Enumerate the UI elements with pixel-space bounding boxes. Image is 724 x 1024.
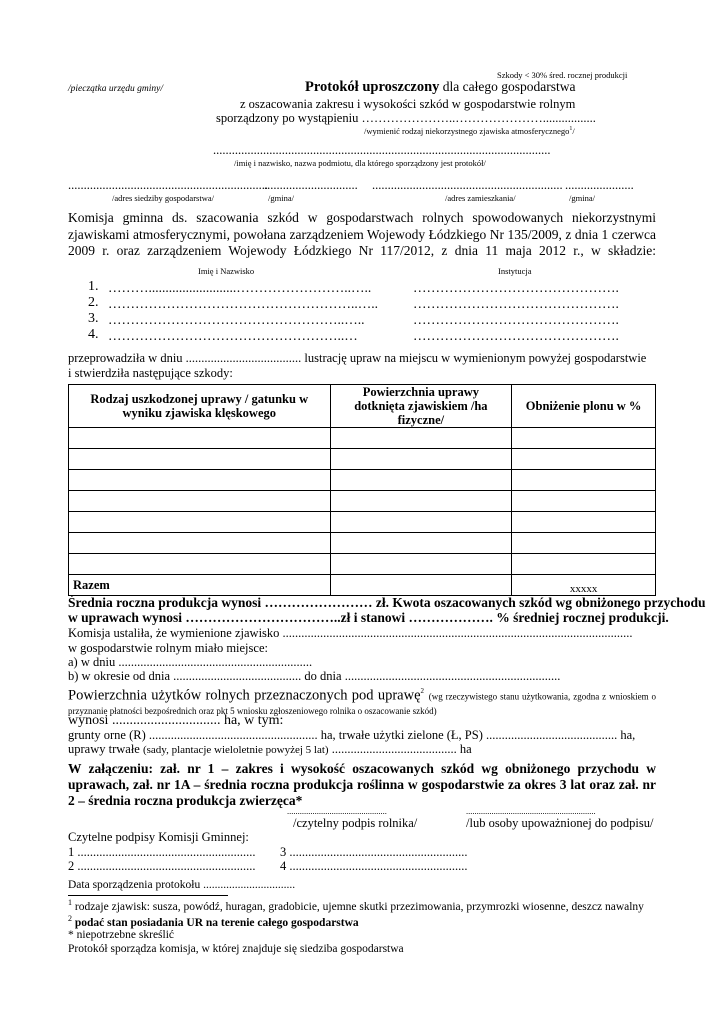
authorized-signature-dots: ............................................................. <box>466 806 596 816</box>
title-rest: dla całego gospodarstwa <box>439 79 576 94</box>
applicant-name-hint: /imię i nazwisko, nazwa podmiotu, dla którego sporządzony jest protokół/ <box>234 158 486 168</box>
footnote-divider <box>68 895 228 896</box>
farm-address-hint: /adres siedziby gospodarstwa/ <box>112 193 214 203</box>
total-mark: xxxxx <box>512 575 656 596</box>
member-4-number: 4. <box>88 327 99 342</box>
commission-signature-1: 1 ......................................................... <box>68 845 256 859</box>
title-line-2: z oszacowania zakresu i wysokości szkód w gospodarstwie rolnym <box>240 97 576 111</box>
cell-area[interactable] <box>330 470 512 491</box>
occurrence-label: w gospodarstwie rolnym miało miejsce: <box>68 641 268 655</box>
header-crop-type-text: Rodzaj uszkodzonej uprawy / gatunku w wyniku zjawiska klęskowego <box>90 392 309 420</box>
footnote-1-number: 1 <box>68 898 72 907</box>
member-2-number: 2. <box>88 295 99 310</box>
cell-crop[interactable] <box>69 449 331 470</box>
footnote-2-text: podać stan posiadania UR na terenie całego gospodarstwa <box>72 916 359 929</box>
table-row <box>69 533 656 554</box>
table-header-row <box>69 385 656 428</box>
inspection-line-1: przeprowadziła w dniu ..................................... lustrację upraw na miejscu w wymienionym powyżej gospodarstwie <box>68 351 647 365</box>
home-commune-hint: /gmina/ <box>569 193 595 203</box>
header-yield-loss-text: Obniżenie plonu w % <box>525 399 642 413</box>
usage-permanent-line <box>68 742 472 757</box>
member-1-institution: ………………………………………. <box>413 280 619 295</box>
cell-area[interactable] <box>330 428 512 449</box>
header-area <box>330 385 512 428</box>
phenomenon-hint-sup: 1 <box>569 126 573 133</box>
cell-crop[interactable] <box>69 512 331 533</box>
authorized-signature-hint: /lub osoby upoważnionej do podpisu/ <box>466 816 654 830</box>
cell-area[interactable] <box>330 512 512 533</box>
cell-loss[interactable] <box>512 533 656 554</box>
member-3-institution: ………………………………………. <box>413 312 619 327</box>
home-address-hint: /adres zamieszkania/ <box>445 193 516 203</box>
cell-crop[interactable] <box>69 533 331 554</box>
commission-signature-3: 3 ......................................................... <box>280 845 468 859</box>
header-area-text: Powierzchnia uprawy dotknięta zjawiskiem /ha fizyczne/ <box>354 385 488 427</box>
cell-loss[interactable] <box>512 491 656 512</box>
applicant-name-field: ............................................................................................................ <box>213 143 551 157</box>
table-row <box>69 470 656 491</box>
cell-crop[interactable] <box>69 491 331 512</box>
cell-loss[interactable] <box>512 470 656 491</box>
member-1-name: ………..........................……………………..….. <box>108 280 372 295</box>
total-area[interactable] <box>330 575 512 596</box>
commission-signatures-label: Czytelne podpisy Komisji Gminnej: <box>68 830 249 844</box>
table-total-row <box>69 575 656 596</box>
usage-permanent-dots: ........................................ ha <box>328 742 472 756</box>
footnote-2-number: 2 <box>68 914 72 923</box>
table-row <box>69 491 656 512</box>
member-4-name: ……………………………………………..… <box>108 328 358 343</box>
usage-arable-line: grunty orne (R) ...................................................... ha, trwałe użytki zielone (Ł, PS) .......................................... ha, <box>68 728 636 742</box>
cell-loss[interactable] <box>512 512 656 533</box>
member-3-number: 3. <box>88 311 99 326</box>
footnote-1 <box>68 898 644 913</box>
usage-permanent-label: uprawy trwałe <box>68 742 143 756</box>
threshold-note: Szkody < 30% śred. rocznej produkcji <box>497 70 628 80</box>
usage-permanent-note: (sady, plantacje wieloletnie powyżej 5 lat) <box>142 744 329 756</box>
commission-signature-4: 4 ......................................................... <box>280 859 468 873</box>
avg-production-line: Średnia roczna produkcja wynosi …………………… zł. Kwota oszacowanych szkód wg obniżonego przychodu <box>68 595 706 610</box>
header-yield-loss <box>512 385 656 428</box>
header-crop-type <box>69 385 331 428</box>
footnote-2 <box>68 914 359 929</box>
member-2-institution: ………………………………………. <box>413 296 619 311</box>
cell-loss[interactable] <box>512 428 656 449</box>
inspection-line-2: i stwierdziła następujące szkody: <box>68 366 233 380</box>
farmer-signature-hint: /czytelny podpis rolnika/ <box>293 816 418 830</box>
farm-commune-hint: /gmina/ <box>268 193 294 203</box>
cell-area[interactable] <box>330 449 512 470</box>
phenomenon-confirm-line: Komisja ustaliła, że wymienione zjawisko ................................................................................................................ <box>68 626 633 640</box>
commission-signature-2: 2 ......................................................... <box>68 859 256 873</box>
farm-address-field: ................................................................ <box>68 178 268 192</box>
home-address-field: ............................................................. <box>372 178 563 192</box>
cell-crop[interactable] <box>69 470 331 491</box>
footnote-asterisk: * niepotrzebne skreślić <box>68 929 175 941</box>
footnote-commission: Protokół sporządza komisja, w której znajduje się siedziba gospodarstwa <box>68 943 404 955</box>
protocol-date-line: Data sporządzenia protokołu ................................ <box>68 879 296 891</box>
col-institution-label: Instytucja <box>498 266 532 276</box>
title-bold: Protokół uproszczony <box>305 79 440 95</box>
phenomenon-hint-text: /wymienić rodzaj niekorzystnego zjawiska atmosferycznego <box>364 126 570 136</box>
cell-loss[interactable] <box>512 554 656 575</box>
stamp-label: /pieczątka urzędu gminy/ <box>68 84 163 94</box>
cell-area[interactable] <box>330 491 512 512</box>
cell-crop[interactable] <box>69 554 331 575</box>
damage-table <box>68 384 656 596</box>
cell-area[interactable] <box>330 533 512 554</box>
col-name-label: Imię i Nazwisko <box>198 266 255 276</box>
table-row <box>69 512 656 533</box>
table-row <box>69 428 656 449</box>
usage-title-sup: 2 <box>420 687 425 695</box>
member-1-number: 1. <box>88 279 99 294</box>
page-title <box>305 79 576 96</box>
usage-title: Powierzchnia użytków rolnych przeznaczonych pod uprawę <box>68 687 421 704</box>
attachments-paragraph: W załączeniu: zał. nr 1 – zakres i wysokość oszacowanych szkód wg obniżonego przychodu w uprawach, zał. nr 1A – średnia roczna produkcja roślinna w gospodarstwie za okres 3 lat oraz zał. nr 2 – średnia roczna produkcja zwierzęca* <box>68 761 656 808</box>
commission-paragraph: Komisja gminna ds. szacowania szkód w gospodarstwach rolnych spowodowanych niekorzystnymi zjawiskami atmosferycznymi, powołana zarządzeniem Wojewody Łódzkiego Nr 135/2009, z dnia 1 czerwca 2009 r. oraz zarządzeniem Wojewody Łódzkiego Nr 117/2012, z dnia 11 maja 2012 r., w składzie: <box>68 210 656 258</box>
table-row <box>69 554 656 575</box>
table-row <box>69 449 656 470</box>
phenomenon-hint-end: / <box>572 126 575 136</box>
phenomenon-hint <box>364 126 575 136</box>
farmer-signature-dots: ............................................... <box>287 806 387 816</box>
cell-crop[interactable] <box>69 428 331 449</box>
cell-loss[interactable] <box>512 449 656 470</box>
member-2-name: ………………………………………………..….. <box>108 296 378 311</box>
cell-area[interactable] <box>330 554 512 575</box>
occurrence-period-line: b) w okresie od dnia ......................................... do dnia ..................................................................... <box>68 669 561 683</box>
total-label: Razem <box>69 575 331 596</box>
usage-total-line: wynosi ............................... ha, w tym: <box>68 713 284 728</box>
footnote-1-text: rodzaje zjawisk: susza, powódź, huragan, gradobicie, ujemne skutki przezimowania, przymrozki wiosenne, deszcz nawalny <box>72 900 644 913</box>
damage-value-line: w uprawach wynosi ……………………………..zł i stanowi ………………. % średniej rocznej produkcji. <box>68 610 669 625</box>
home-commune-field: ...................... <box>565 178 634 192</box>
member-3-name: ……………………………………………..….. <box>108 312 365 327</box>
farm-commune-field: .............................. <box>264 178 358 192</box>
usage-note: (wg rzeczywistego stanu użytkowania, zgodna z wnioskiem o przyznanie płatności bezpośrednich oraz pkt 5 wniosku zgłoszeniowego rolnika o oszacowanie szkód) <box>68 691 657 717</box>
member-4-institution: ………………………………………. <box>413 328 619 343</box>
phenomenon-field: sporządzony po wystąpieniu …………………..…………………................. <box>216 111 596 125</box>
occurrence-date-line: a) w dniu .............................................................. <box>68 655 313 669</box>
